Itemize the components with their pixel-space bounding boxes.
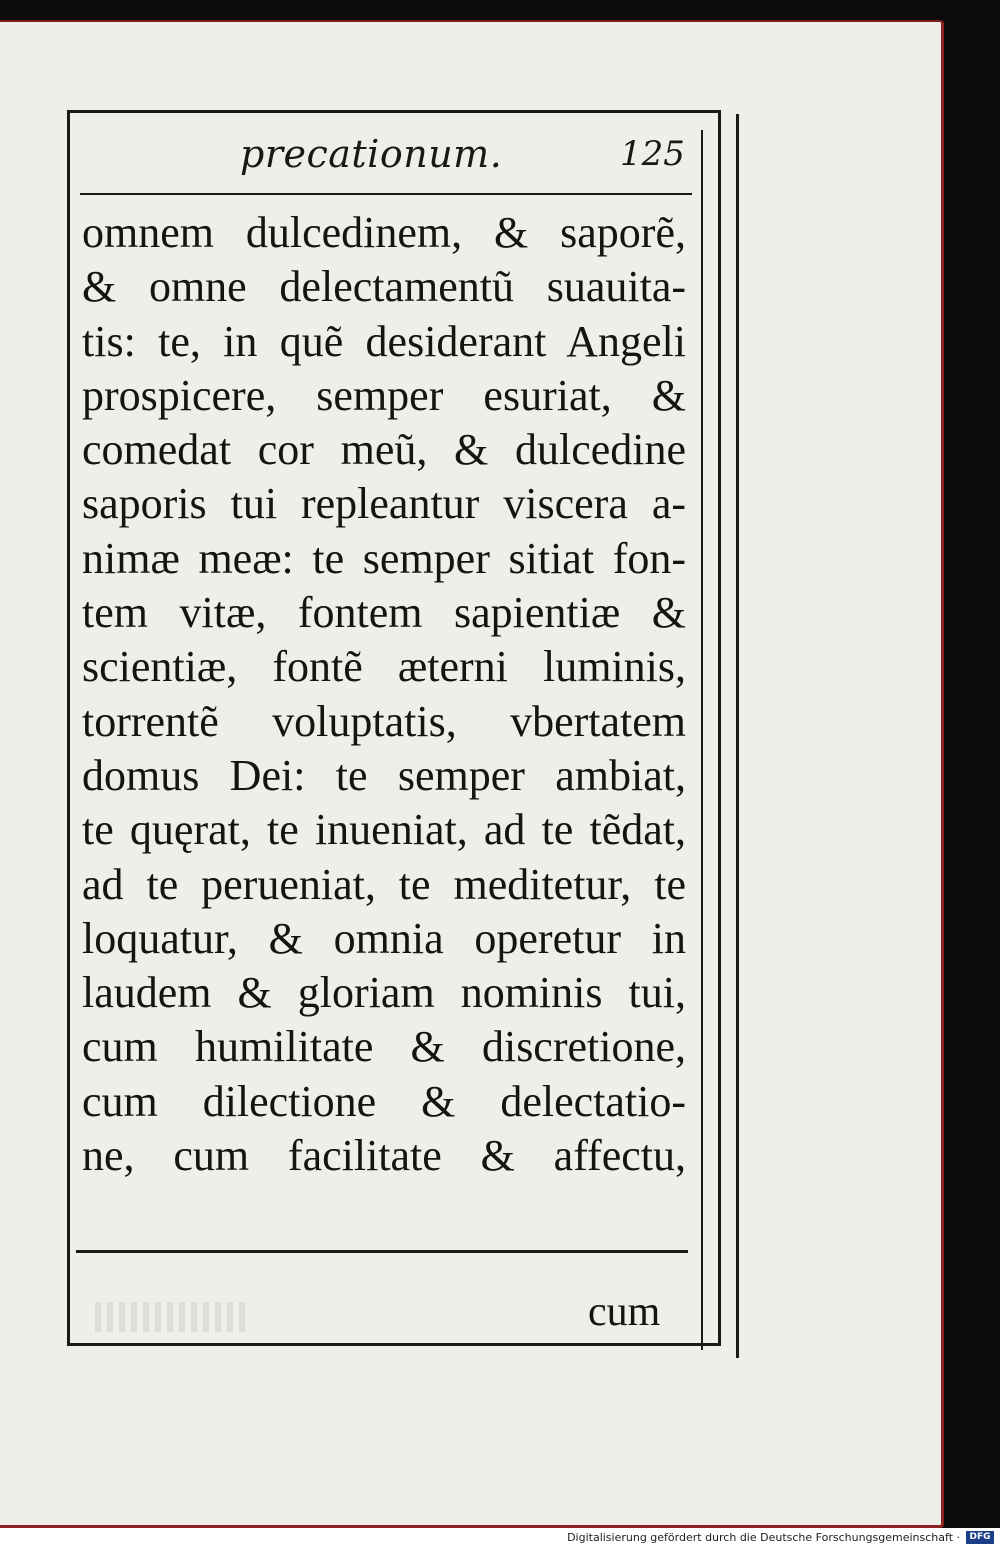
- text-line: saporis tui repleantur viscera a-: [82, 479, 686, 529]
- page-number: 125: [620, 134, 685, 174]
- footer-rule: [76, 1250, 688, 1253]
- text-line: ne, cum facilitate & affectu,: [82, 1131, 686, 1181]
- text-line: prospicere, semper esuriat, &: [82, 370, 686, 420]
- text-line: domus Dei: te semper ambiat,: [82, 750, 686, 800]
- catchword: cum: [588, 1289, 661, 1335]
- text-line: laudem & gloriam nominis tui,: [82, 968, 686, 1018]
- show-through-stamp: [95, 1302, 245, 1332]
- text-line: nimæ meæ: te semper sitiat fon-: [82, 533, 686, 583]
- text-line: & omne delectamentũ suauita-: [82, 262, 686, 312]
- text-line: ad te perueniat, te meditetur, te: [82, 859, 686, 909]
- text-line: tem vitæ, fontem sapientiæ &: [82, 588, 686, 638]
- funding-credit: Digitalisierung gefördert durch die Deutsche Forschungsgemeinschaft ·: [567, 1531, 960, 1544]
- text-line: omnem dulcedinem, & saporẽ,: [82, 208, 686, 257]
- text-line: tis: te, in quẽ desiderant Angeli: [82, 316, 686, 366]
- text-line: te quęrat, te inueniat, ad te tẽdat,: [82, 805, 686, 855]
- dfg-logo-icon: DFG: [966, 1531, 994, 1544]
- inner-frame-rule: [701, 130, 703, 1350]
- text-line: loquatur, & omnia operetur in: [82, 913, 686, 963]
- header-rule: [80, 193, 692, 195]
- text-line: cum humilitate & discretione,: [82, 1022, 686, 1072]
- outer-frame-rule: [736, 114, 739, 1358]
- body-text: [82, 206, 686, 1183]
- text-line: cum dilectione & delectatio-: [82, 1076, 686, 1126]
- text-line: comedat cor meũ, & dulcedine: [82, 425, 686, 475]
- text-line: scientiæ, fontẽ æterni luminis,: [82, 642, 686, 692]
- text-line: torrentẽ voluptatis, vbertatem: [82, 696, 686, 746]
- book-page: [0, 20, 944, 1528]
- running-head: precationum.: [240, 132, 503, 176]
